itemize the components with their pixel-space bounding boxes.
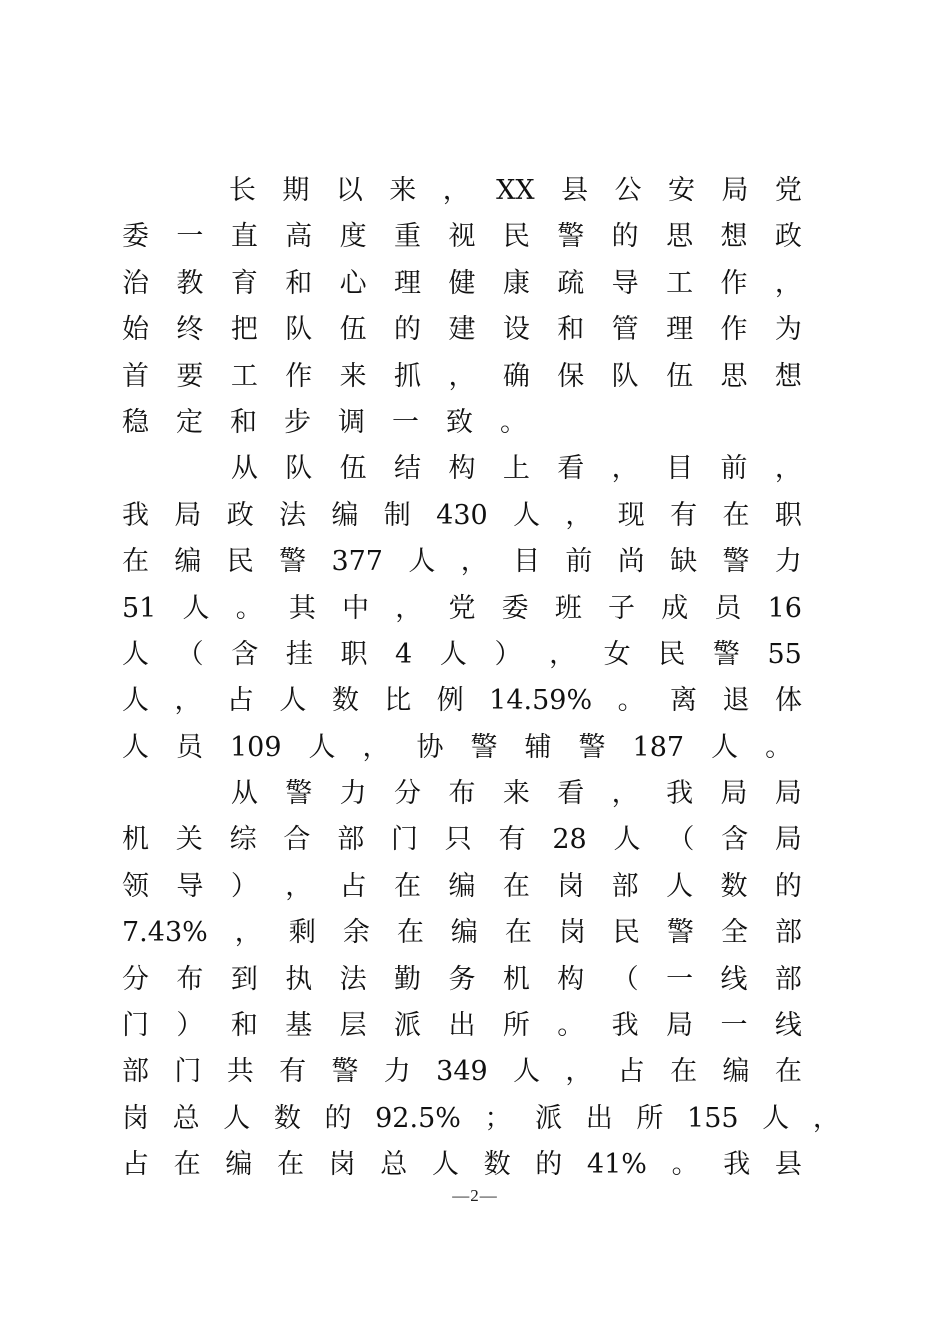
text-line: 占 在 编 在 岗 总 人 数 的 41% 。 我 县 <box>122 1149 802 1181</box>
text-line: 从 队 伍 结 构 上 看 ， 目 前 ， <box>230 453 802 485</box>
text-line: 人 （ 含 挂 职 4 人 ） ， 女 民 警 55 <box>122 638 802 670</box>
text-line: 稳 定 和 步 调 一 致 。 <box>122 406 527 438</box>
text-line: 部 门 共 有 警 力 349 人 ， 占 在 编 在 <box>122 1056 802 1088</box>
page-number: —2— <box>452 1186 498 1205</box>
text-line: 门 ） 和 基 层 派 出 所 。 我 局 一 线 <box>122 1010 802 1042</box>
text-line: 51 人 。 其 中 ， 党 委 班 子 成 员 16 <box>122 592 802 624</box>
text-line: 我 局 政 法 编 制 430 人 ， 现 有 在 职 <box>122 499 802 531</box>
text-line: 领 导 ） ， 占 在 编 在 岗 部 人 数 的 <box>122 870 802 902</box>
text-line: 人 员 109 人 ， 协 警 辅 警 187 人 。 <box>122 731 793 763</box>
body-text <box>122 168 842 1189</box>
text-line: 首 要 工 作 来 抓 ， 确 保 队 伍 思 想 <box>122 360 802 392</box>
text-line: 委 一 直 高 度 重 视 民 警 的 思 想 政 <box>122 221 802 253</box>
text-line: 治 教 育 和 心 理 健 康 疏 导 工 作 ， <box>122 267 802 299</box>
text-line: 始 终 把 队 伍 的 建 设 和 管 理 作 为 <box>122 314 802 346</box>
text-line: 机 关 综 合 部 门 只 有 28 人 （ 含 局 <box>122 824 802 856</box>
text-line: 人 ， 占 人 数 比 例 14.59% 。 离 退 体 <box>122 685 802 717</box>
text-line: 岗 总 人 数 的 92.5% ； 派 出 所 155 人 ， <box>122 1102 840 1134</box>
text-line: 长 期 以 来 ， XX 县 公 安 局 党 <box>228 175 802 206</box>
text-line: 7.43% ， 剩 余 在 编 在 岗 民 警 全 部 <box>122 917 802 949</box>
text-line: 从 警 力 分 布 来 看 ， 我 局 局 <box>230 778 802 810</box>
text-line: 分 布 到 执 法 勤 务 机 构 （ 一 线 部 <box>122 963 802 995</box>
text-line: 在 编 民 警 377 人 ， 目 前 尚 缺 警 力 <box>122 546 802 578</box>
